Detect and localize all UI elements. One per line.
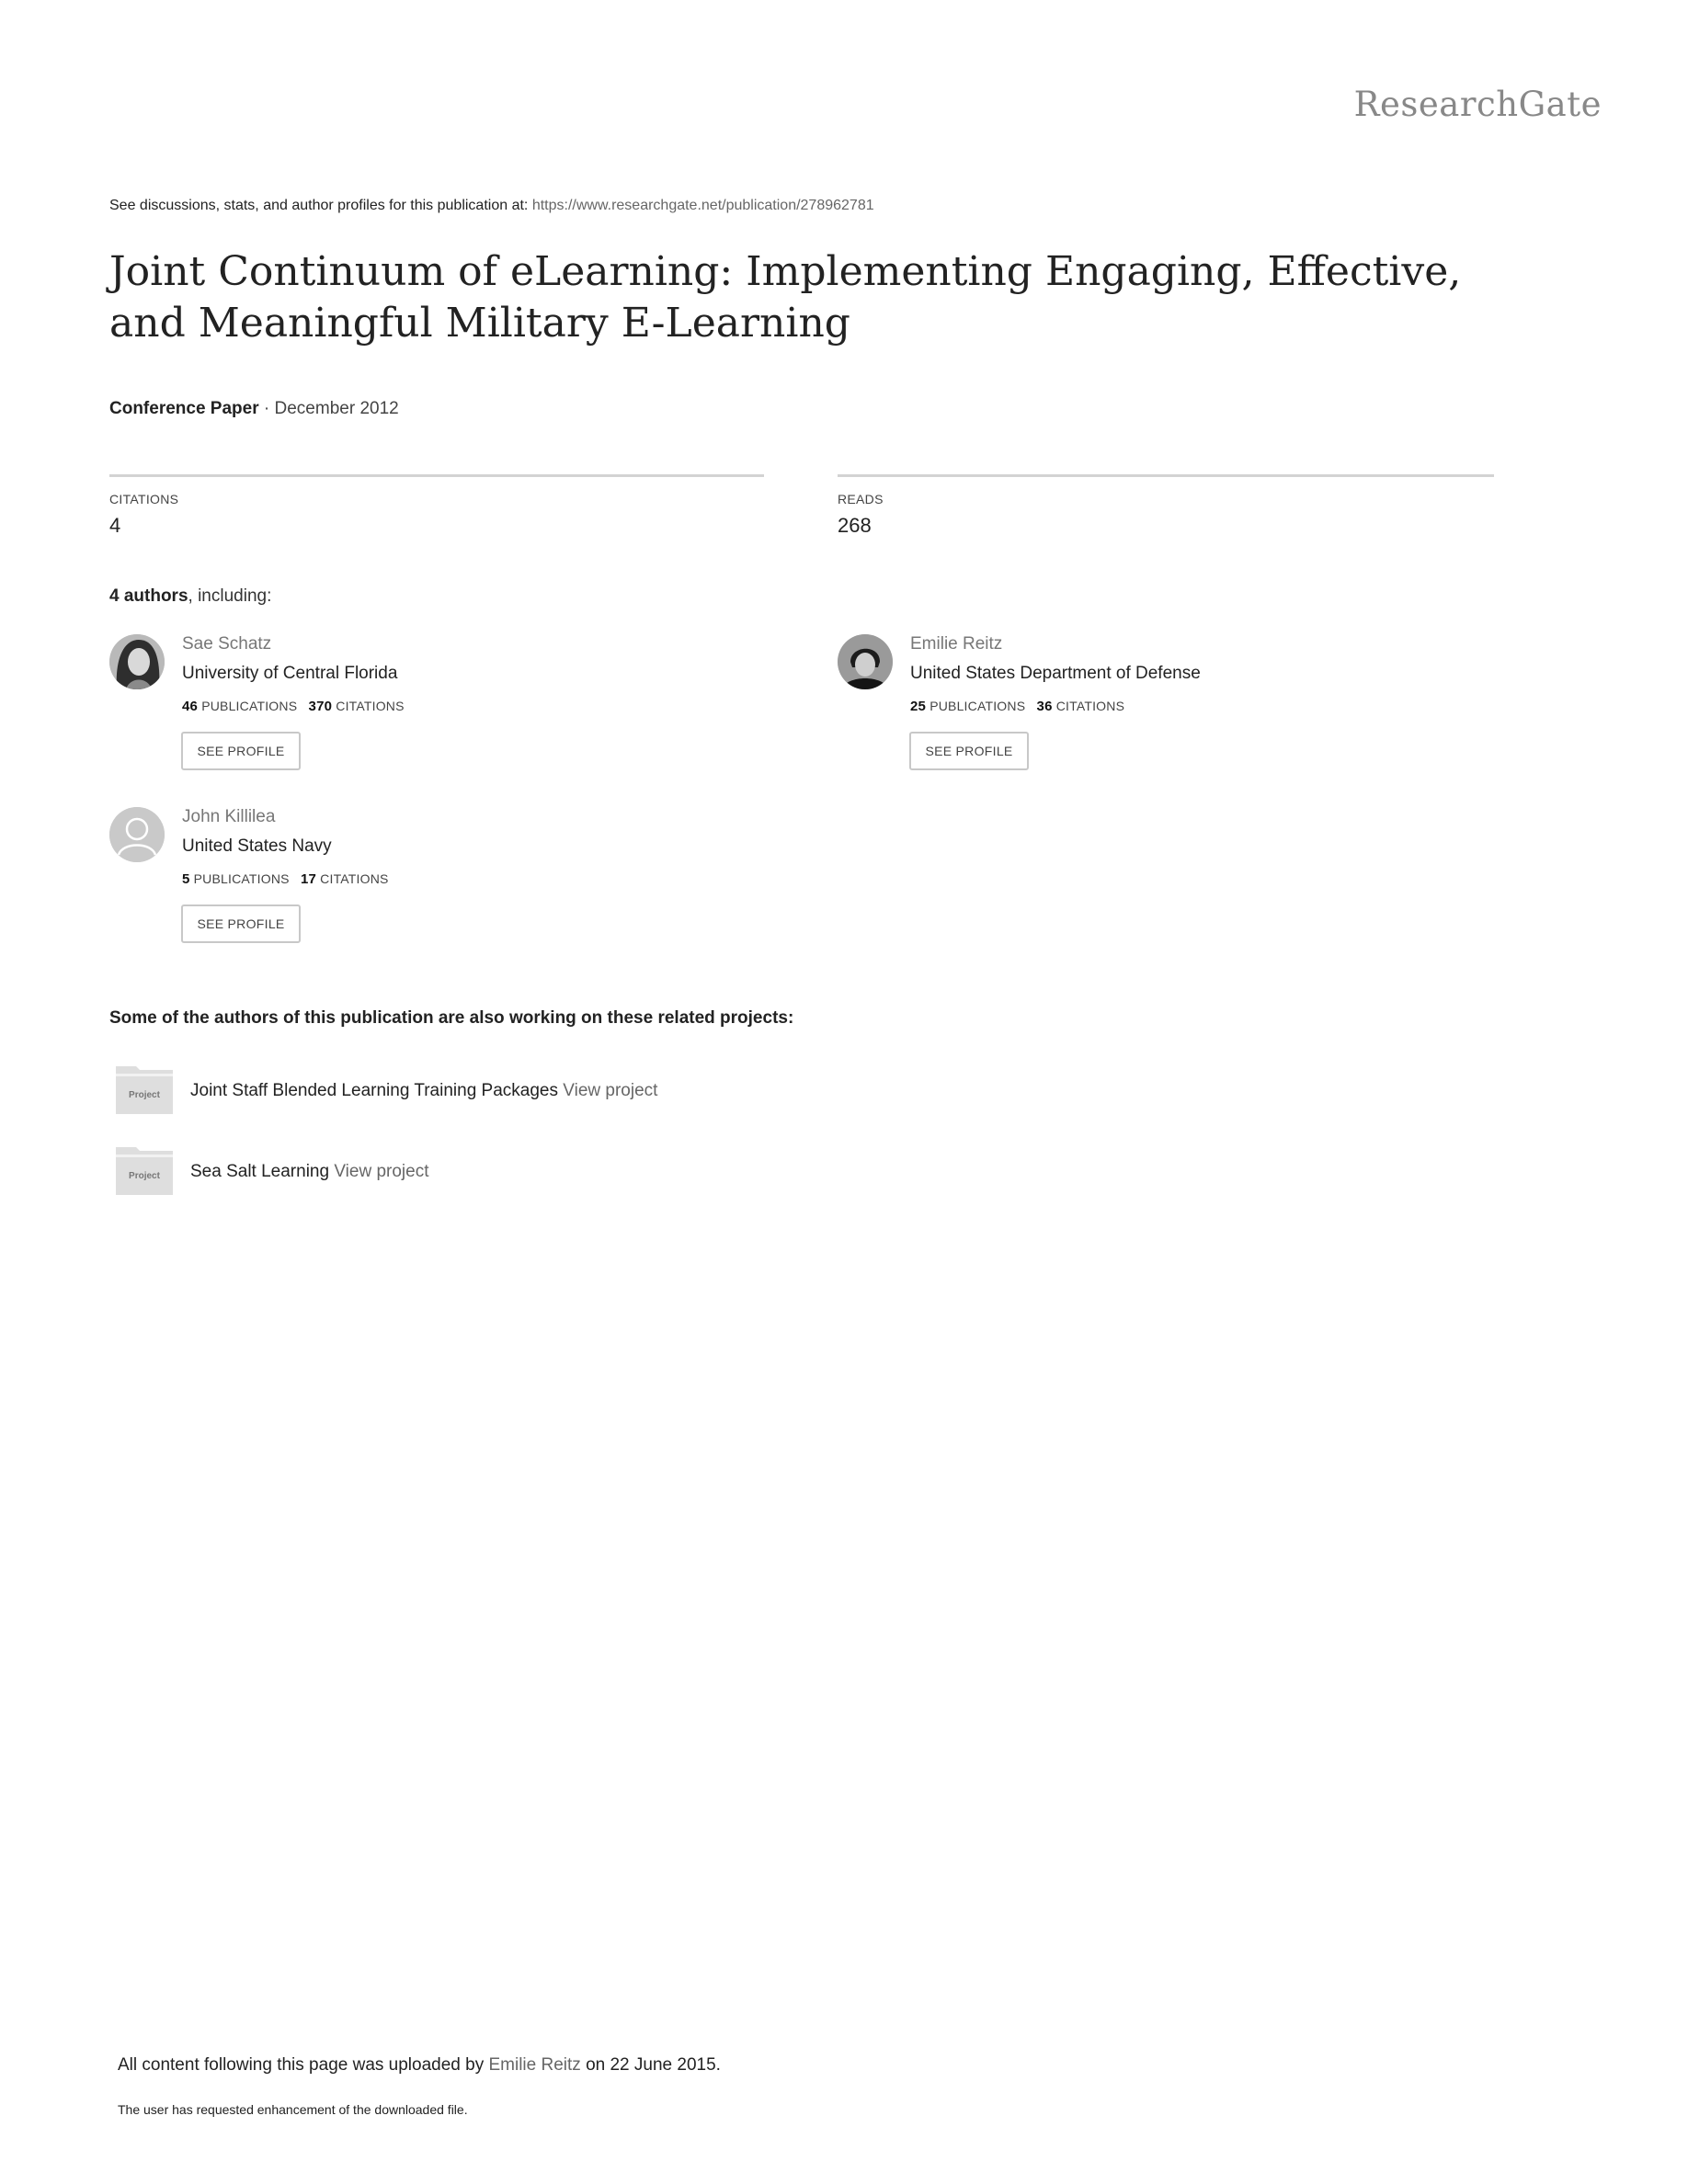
citations-count: 36 [1036, 699, 1053, 714]
publications-label: PUBLICATIONS [930, 699, 1026, 713]
author-avatar-john-killilea[interactable] [109, 807, 165, 862]
author-name[interactable]: Sae Schatz [182, 634, 272, 654]
discussions-prefix: See discussions, stats, and author profiles for this publication at: [109, 198, 532, 213]
author-name[interactable]: Emilie Reitz [910, 634, 1003, 654]
citations-count-label: CITATIONS [320, 871, 389, 886]
enhancement-note: The user has requested enhancement of the downloaded file. [118, 2102, 468, 2117]
citations-label: CITATIONS [109, 492, 179, 506]
authors-heading [109, 586, 271, 607]
author-counts [910, 699, 1124, 714]
publication-type: Conference Paper [109, 399, 259, 418]
upload-note [118, 2055, 721, 2076]
citations-count: 17 [300, 871, 317, 887]
publications-label: PUBLICATIONS [201, 699, 298, 713]
author-photo-icon [838, 634, 893, 689]
authors-count: 4 authors [109, 586, 188, 606]
upload-suffix: on 22 June 2015. [580, 2055, 721, 2075]
author-avatar-sae-schatz[interactable] [109, 634, 165, 689]
author-counts [182, 871, 389, 887]
view-project-link[interactable]: View project [563, 1081, 658, 1100]
project-item [190, 1081, 657, 1101]
default-user-icon [109, 807, 165, 862]
publication-meta [109, 399, 399, 419]
publications-count: 25 [910, 699, 927, 714]
view-project-link[interactable]: View project [334, 1162, 429, 1181]
project-folder-icon [114, 1145, 175, 1197]
reads-value: 268 [838, 514, 872, 537]
project-folder-icon [114, 1064, 175, 1116]
author-name[interactable]: John Killilea [182, 807, 276, 826]
author-avatar-emilie-reitz[interactable] [838, 634, 893, 689]
reads-divider [838, 474, 1494, 477]
project-name[interactable]: Joint Staff Blended Learning Training Packages [190, 1081, 558, 1100]
citations-count-label: CITATIONS [1055, 699, 1125, 713]
publication-date: December 2012 [274, 399, 399, 418]
project-item [190, 1162, 429, 1182]
discussions-line [109, 198, 874, 214]
meta-separator: · [258, 399, 275, 418]
author-institution: United States Department of Defense [910, 664, 1201, 683]
publication-title: Joint Continuum of eLearning: Implementing Engaging, Effective, and Meaningful Military E-Learning [109, 248, 1462, 347]
citations-count-label: CITATIONS [336, 699, 405, 713]
related-projects-heading: Some of the authors of this publication are also working on these related projects: [109, 1008, 794, 1028]
author-counts [182, 699, 405, 714]
authors-heading-suffix: , including: [188, 586, 272, 606]
see-profile-button[interactable]: SEE PROFILE [909, 732, 1029, 770]
uploader-link[interactable]: Emilie Reitz [488, 2055, 581, 2075]
project-icon-label: Project [129, 1171, 160, 1181]
author-photo-icon [109, 634, 165, 689]
author-institution: United States Navy [182, 836, 332, 856]
author-institution: University of Central Florida [182, 664, 398, 683]
researchgate-logo: ResearchGate [1353, 85, 1602, 124]
publication-url-link[interactable]: https://www.researchgate.net/publication/278962781 [531, 198, 874, 213]
publications-count: 5 [182, 871, 190, 887]
publications-count: 46 [182, 699, 199, 714]
project-icon-label: Project [129, 1090, 160, 1100]
citations-divider [109, 474, 764, 477]
upload-prefix: All content following this page was uploaded by [118, 2055, 489, 2075]
reads-label: READS [838, 492, 884, 506]
citations-value: 4 [109, 514, 121, 537]
project-name[interactable]: Sea Salt Learning [190, 1162, 330, 1181]
citations-count: 370 [308, 699, 333, 714]
publications-label: PUBLICATIONS [193, 871, 290, 886]
see-profile-button[interactable]: SEE PROFILE [181, 904, 301, 943]
see-profile-button[interactable]: SEE PROFILE [181, 732, 301, 770]
